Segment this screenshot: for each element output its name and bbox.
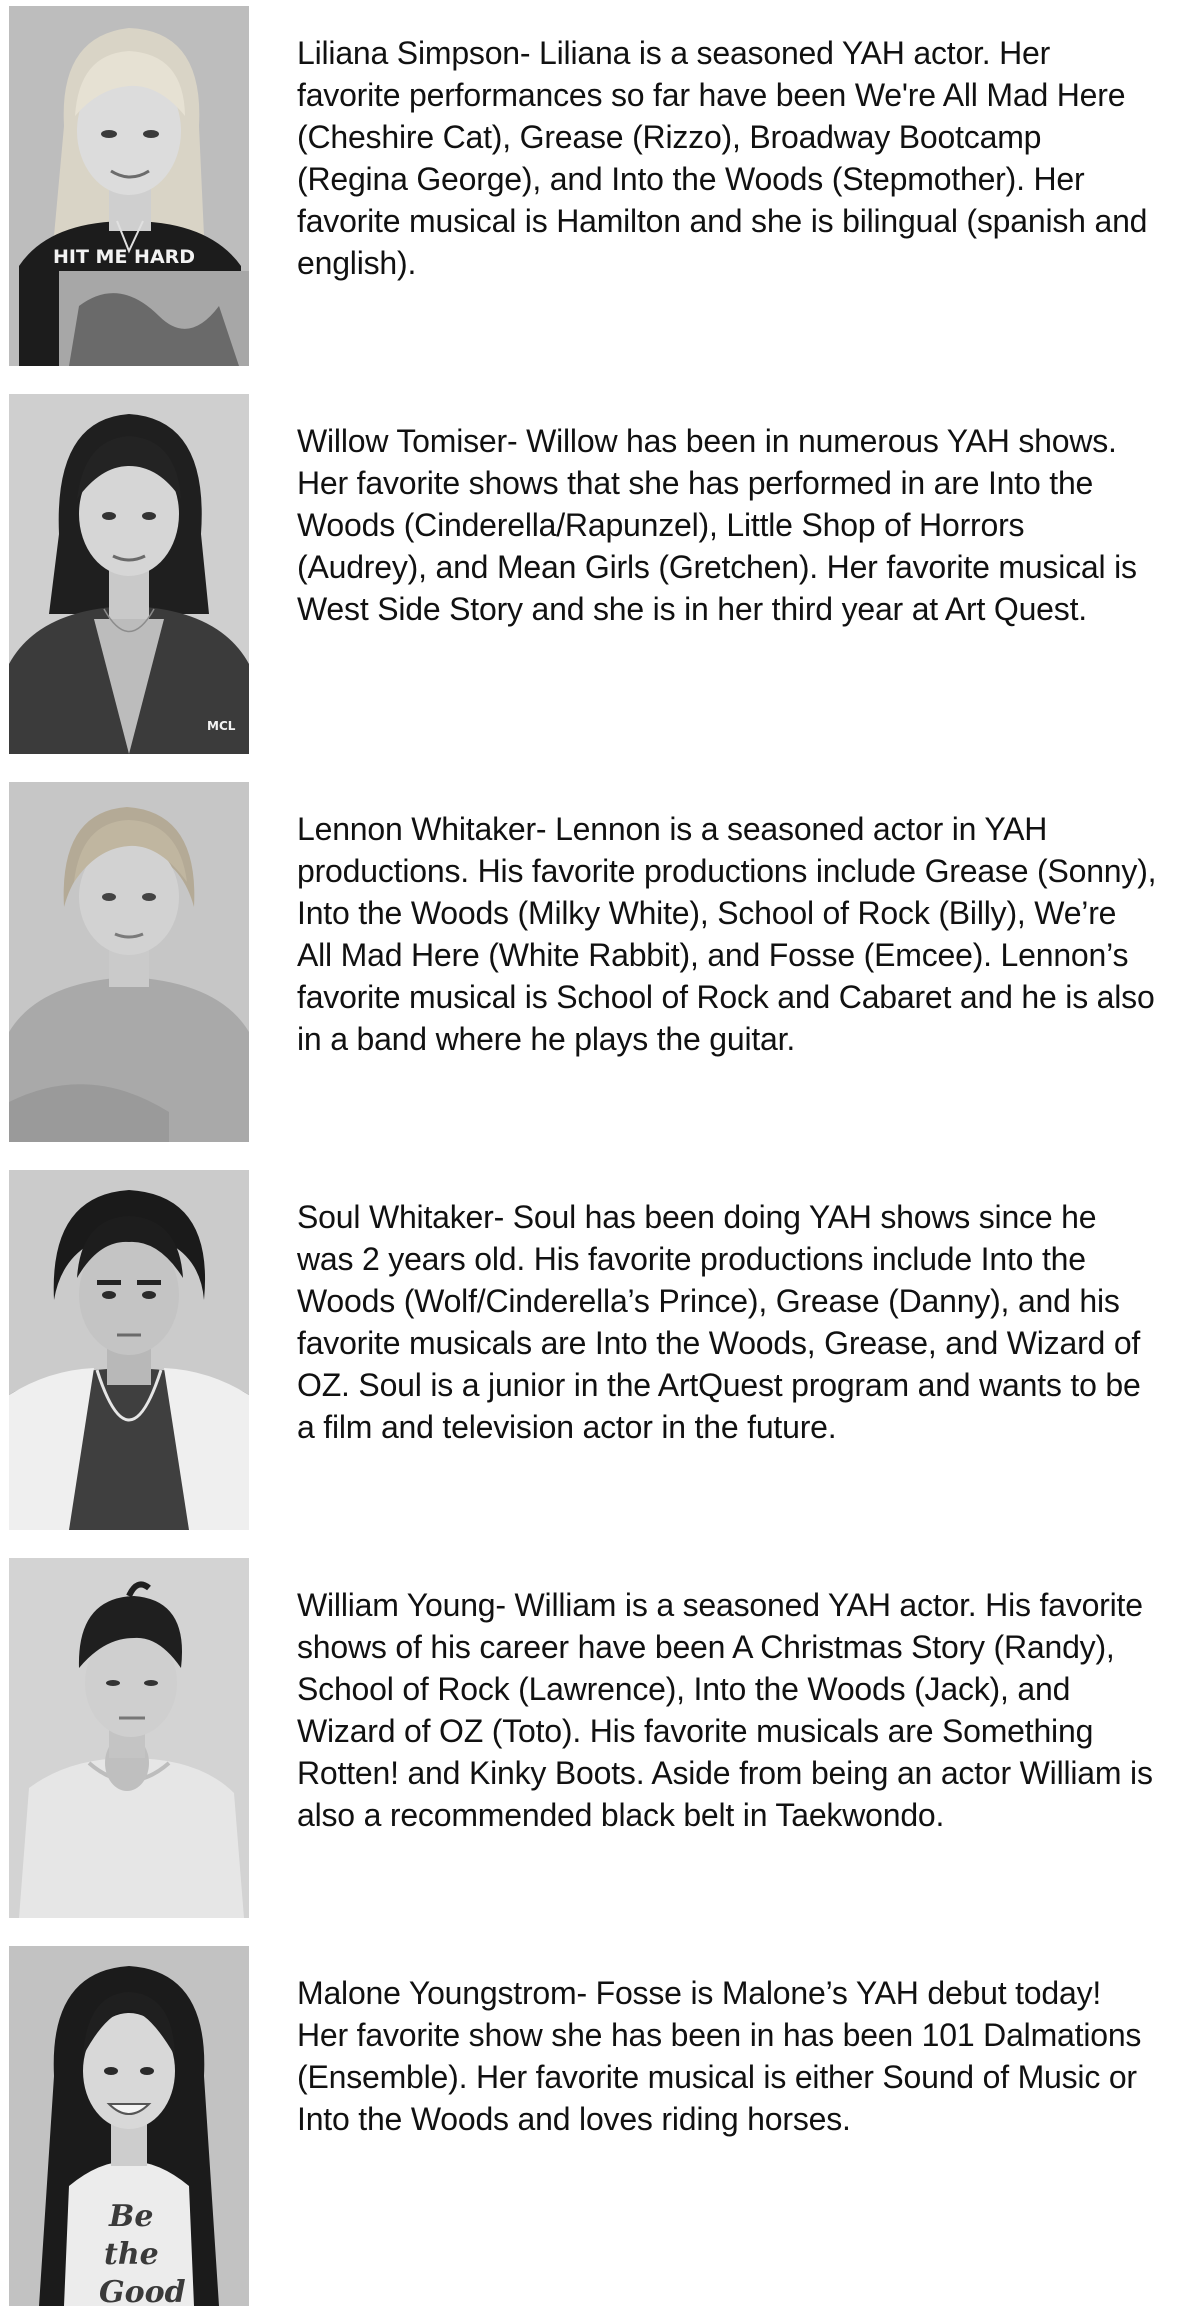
willow-portrait-icon: [9, 394, 249, 754]
bio-text: Liliana Simpson- Liliana is a seasoned YAH actor. Her favorite performances so far have been We're All Mad Here (Cheshire Cat), Grease (Rizzo), Broadway Bootcamp (Regina George), and Into the Woods (Stepmother). Her favorite musical is Hamilton and she is bilingual (spanish and english).: [297, 35, 1148, 281]
shirt-text: Be: [109, 2199, 154, 2234]
shirt-text: the: [104, 2237, 159, 2272]
shirt-text: MCL: [207, 719, 236, 733]
portrait-photo: [9, 1170, 249, 1530]
bio-soul-whitaker: [9, 1170, 1189, 1530]
bio-lennon-whitaker: [9, 782, 1189, 1142]
bio-text: Soul Whitaker- Soul has been doing YAH shows since he was 2 years old. His favorite productions include Into the Woods (Wolf/Cinderella’s Prince), Grease (Danny), and his favorite musicals are Into the Woods, Grease, and Wizard of OZ. Soul is a junior in the ArtQuest program and wants to be a film and television actor in the future.: [297, 1199, 1141, 1445]
bio-text: Lennon Whitaker- Lennon is a seasoned actor in YAH productions. His favorite productions include Grease (Sonny), Into the Woods (Milky White), School of Rock (Billy), We’re All Mad Here (White Rabbit), and Fosse (Emcee). Lennon’s favorite musical is School of Rock and Cabaret and he is also in a band where he plays the guitar.: [297, 811, 1157, 1057]
malone-portrait-icon: [9, 1946, 249, 2306]
bio-text: William Young- William is a seasoned YAH actor. His favorite shows of his career have been A Christmas Story (Randy), School of Rock (Lawrence), Into the Woods (Jack), and Wizard of OZ (Toto). His favorite musicals are Something Rotten! and Kinky Boots. Aside from being an actor William is also a recommended black belt in Taekwondo.: [297, 1587, 1153, 1833]
bio-malone-youngstrom: [9, 1946, 1189, 2306]
bio-william-young: [9, 1558, 1189, 1918]
lennon-portrait-icon: [9, 782, 249, 1142]
shirt-text: Good: [99, 2275, 186, 2306]
portrait-photo: [9, 1946, 249, 2306]
portrait-photo: [9, 394, 249, 754]
william-portrait-icon: [9, 1558, 249, 1918]
portrait-photo: [9, 1558, 249, 1918]
bio-liliana-simpson: [9, 6, 1189, 366]
liliana-portrait-icon: [9, 6, 249, 366]
bio-willow-tomiser: [9, 394, 1189, 754]
bio-text: Malone Youngstrom- Fosse is Malone’s YAH debut today! Her favorite show she has been in has been 101 Dalmations (Ensemble). Her favorite musical is either Sound of Music or Into the Woods and loves riding horses.: [297, 1975, 1142, 2137]
soul-portrait-icon: [9, 1170, 249, 1530]
portrait-photo: [9, 6, 249, 366]
shirt-text: HIT ME HARD: [53, 246, 196, 268]
portrait-photo: [9, 782, 249, 1142]
bio-text: Willow Tomiser- Willow has been in numerous YAH shows. Her favorite shows that she has performed in are Into the Woods (Cinderella/Rapunzel), Little Shop of Horrors (Audrey), and Mean Girls (Gretchen). Her favorite musical is West Side Story and she is in her third year at Art Quest.: [297, 423, 1137, 627]
